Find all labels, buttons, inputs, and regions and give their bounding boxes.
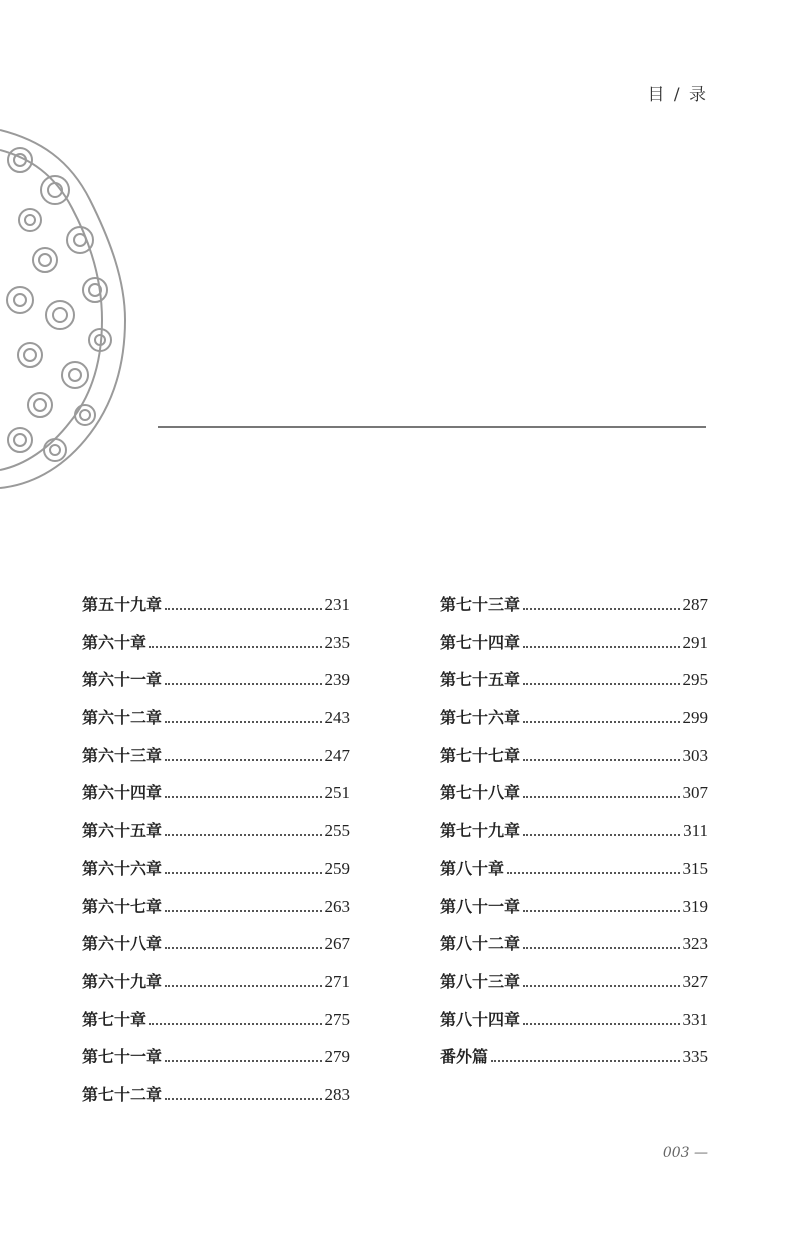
toc-leader-dots xyxy=(523,796,679,798)
page-number: 003 — xyxy=(662,1145,708,1161)
toc-entry[interactable] xyxy=(82,1007,350,1045)
toc-entry-page: 271 xyxy=(324,971,350,991)
toc-entry[interactable] xyxy=(82,592,350,630)
toc-leader-dots xyxy=(165,608,321,610)
toc-entry-page: 255 xyxy=(324,821,350,841)
toc-entry[interactable] xyxy=(82,856,350,894)
toc-entry-page: 251 xyxy=(324,783,350,803)
toc-leader-dots xyxy=(523,608,679,610)
toc-entry-title: 第八十一章 xyxy=(440,896,521,916)
toc-leader-dots xyxy=(165,1098,321,1100)
toc-leader-dots xyxy=(165,759,321,761)
toc-leader-dots xyxy=(523,759,679,761)
toc-entry-title: 第八十三章 xyxy=(440,971,521,991)
toc-entry[interactable] xyxy=(440,780,708,818)
toc-entry-title: 第七十章 xyxy=(82,1009,147,1029)
toc-entry[interactable] xyxy=(440,818,708,856)
toc-entry-title: 第七十八章 xyxy=(440,783,521,803)
toc-leader-dots xyxy=(149,1023,321,1025)
toc-entry-page: 263 xyxy=(324,896,350,916)
toc-entry-title: 第七十五章 xyxy=(440,670,521,690)
toc-leader-dots xyxy=(165,947,321,949)
toc-leader-dots xyxy=(523,646,679,648)
toc-entry-page: 335 xyxy=(682,1047,708,1067)
toc-entry-title: 第七十一章 xyxy=(82,1047,163,1067)
toc-entry-page: 259 xyxy=(324,858,350,878)
toc-entry-title: 第七十六章 xyxy=(440,708,521,728)
toc-entry[interactable] xyxy=(82,818,350,856)
toc-entry-page: 327 xyxy=(682,971,708,991)
toc-leader-dots xyxy=(165,1060,321,1062)
toc-entry[interactable] xyxy=(82,1082,350,1120)
toc-leader-dots xyxy=(507,872,679,874)
toc-entry-page: 247 xyxy=(324,745,350,765)
toc-leader-dots xyxy=(165,683,321,685)
toc-leader-dots xyxy=(523,985,679,987)
toc-leader-dots xyxy=(523,910,679,912)
toc-entry-title: 第七十二章 xyxy=(82,1084,163,1104)
toc-entry[interactable] xyxy=(440,894,708,932)
toc-entry-page: 311 xyxy=(683,821,708,841)
toc-entry-page: 287 xyxy=(682,595,708,614)
toc-entry-page: 331 xyxy=(682,1009,708,1029)
toc-entry-title: 第六十七章 xyxy=(82,896,163,916)
toc-entry-page: 319 xyxy=(682,896,708,916)
toc-entry[interactable] xyxy=(440,667,708,705)
toc-entry-title: 第七十七章 xyxy=(440,745,521,765)
toc-entry-title: 第七十三章 xyxy=(440,595,521,614)
toc-entry[interactable] xyxy=(440,1044,708,1082)
toc-entry-page: 315 xyxy=(682,858,708,878)
toc-entry-page: 291 xyxy=(682,632,708,652)
toc-entry[interactable] xyxy=(82,894,350,932)
toc-leader-dots xyxy=(165,796,321,798)
toc-entry-title: 第七十九章 xyxy=(440,821,521,841)
toc-entry[interactable] xyxy=(440,1007,708,1045)
toc-entry-page: 279 xyxy=(324,1047,350,1067)
toc-entry[interactable] xyxy=(82,743,350,781)
toc-entry-page: 275 xyxy=(324,1009,350,1029)
toc-entry-page: 267 xyxy=(324,934,350,954)
toc-leader-dots xyxy=(165,985,321,987)
toc-entry-page: 299 xyxy=(682,708,708,728)
toc-leader-dots xyxy=(523,1023,679,1025)
toc-entry-title: 番外篇 xyxy=(440,1047,489,1067)
toc-leader-dots xyxy=(523,834,680,836)
running-header: 目 / 录 xyxy=(647,85,708,105)
toc-entry-title: 第八十四章 xyxy=(440,1009,521,1029)
toc-entry-title: 第七十四章 xyxy=(440,632,521,652)
toc-entry[interactable] xyxy=(440,630,708,668)
toc-leader-dots xyxy=(165,872,321,874)
toc-leader-dots xyxy=(523,721,679,723)
toc-entry[interactable] xyxy=(440,856,708,894)
toc-entry-title: 第六十一章 xyxy=(82,670,163,690)
toc-entry-title: 第五十九章 xyxy=(82,595,163,614)
toc-entry-title: 第六十八章 xyxy=(82,934,163,954)
toc-column-left xyxy=(82,592,350,1120)
toc-entry[interactable] xyxy=(440,592,708,630)
toc-entry[interactable] xyxy=(82,969,350,1007)
toc-leader-dots xyxy=(523,947,679,949)
toc-leader-dots xyxy=(165,834,321,836)
toc-entry[interactable] xyxy=(82,931,350,969)
toc-entry-page: 243 xyxy=(324,708,350,728)
toc-entry-page: 283 xyxy=(324,1084,350,1104)
toc-entry-title: 第六十五章 xyxy=(82,821,163,841)
toc-entry[interactable] xyxy=(82,630,350,668)
toc-column-right xyxy=(440,592,708,1082)
toc-entry-title: 第六十九章 xyxy=(82,971,163,991)
toc-entry-title: 第六十章 xyxy=(82,632,147,652)
toc-entry-title: 第六十四章 xyxy=(82,783,163,803)
toc-entry-page: 295 xyxy=(682,670,708,690)
toc-entry[interactable] xyxy=(440,931,708,969)
toc-leader-dots xyxy=(523,683,679,685)
toc-entry[interactable] xyxy=(82,780,350,818)
toc-entry-title: 第六十六章 xyxy=(82,858,163,878)
toc-entry-page: 323 xyxy=(682,934,708,954)
toc-entry-title: 第八十二章 xyxy=(440,934,521,954)
toc-entry-page: 307 xyxy=(682,783,708,803)
header-divider xyxy=(158,426,706,428)
toc-entry-page: 231 xyxy=(324,595,350,614)
toc-entry-page: 303 xyxy=(682,745,708,765)
toc-entry-page: 239 xyxy=(324,670,350,690)
cloud-ornament-icon xyxy=(0,120,130,490)
toc-entry-title: 第六十三章 xyxy=(82,745,163,765)
toc-entry[interactable] xyxy=(440,969,708,1007)
toc-entry[interactable] xyxy=(82,667,350,705)
toc-entry-title: 第六十二章 xyxy=(82,708,163,728)
toc-leader-dots xyxy=(165,910,321,912)
toc-entry[interactable] xyxy=(440,705,708,743)
toc-leader-dots xyxy=(165,721,321,723)
toc-entry-page: 235 xyxy=(324,632,350,652)
toc-entry-title: 第八十章 xyxy=(440,858,505,878)
toc-entry[interactable] xyxy=(82,705,350,743)
toc-entry[interactable] xyxy=(82,1044,350,1082)
toc-entry[interactable] xyxy=(440,743,708,781)
toc-leader-dots xyxy=(491,1060,679,1062)
toc-leader-dots xyxy=(149,646,321,648)
